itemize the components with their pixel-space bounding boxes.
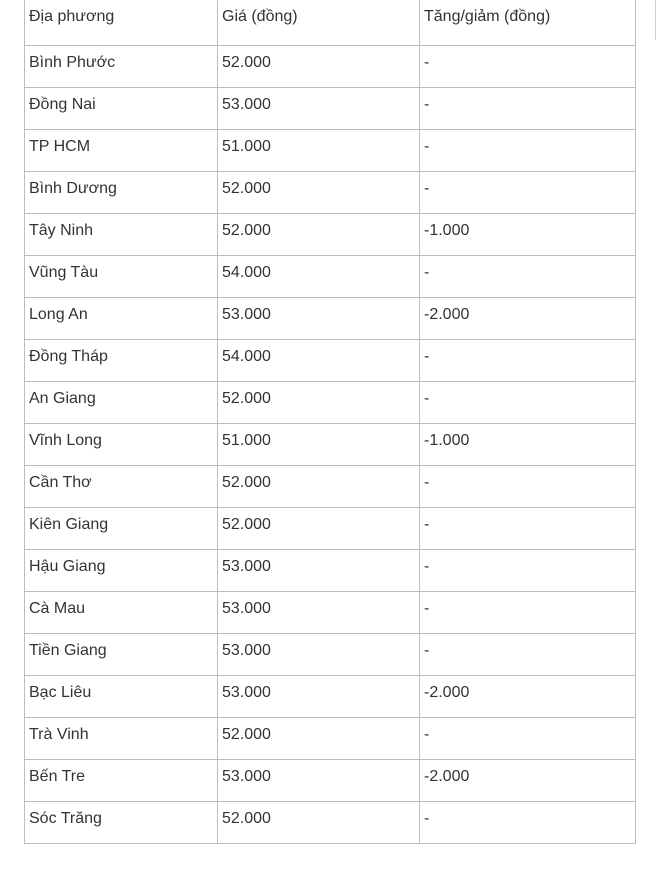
cell-region (25, 339, 218, 381)
cell-price-text: 53.000 (222, 95, 271, 113)
cell-region (25, 129, 218, 171)
cell-change (420, 591, 636, 633)
cell-price-text: 53.000 (222, 641, 271, 659)
cell-change (420, 171, 636, 213)
cell-price-text: 54.000 (222, 347, 271, 365)
cell-price (218, 465, 420, 507)
cell-price (218, 591, 420, 633)
cell-region-text: Cà Mau (29, 599, 86, 617)
table-row (25, 717, 636, 759)
cell-change (420, 255, 636, 297)
cell-region (25, 381, 218, 423)
cell-price (218, 549, 420, 591)
cell-price (218, 675, 420, 717)
cell-region (25, 675, 218, 717)
cell-region (25, 717, 218, 759)
cell-price (218, 633, 420, 675)
table-row (25, 339, 636, 381)
cell-change (420, 801, 636, 843)
cell-price-text: 52.000 (222, 389, 271, 407)
cell-region-text: Long An (29, 305, 88, 323)
cell-change-text: -1.000 (424, 431, 470, 449)
table-row (25, 507, 636, 549)
cell-price-text: 53.000 (222, 599, 271, 617)
table-row (25, 801, 636, 843)
cell-change-text: - (424, 137, 430, 155)
cell-price (218, 255, 420, 297)
cell-change (420, 213, 636, 255)
table-row (25, 255, 636, 297)
cell-price-text: 53.000 (222, 305, 271, 323)
cell-change-text: - (424, 641, 430, 659)
cell-price-text: 53.000 (222, 683, 271, 701)
cell-region-text: An Giang (29, 389, 96, 407)
cell-region (25, 87, 218, 129)
cell-region-text: Bến Tre (29, 767, 86, 785)
cell-price-text: 51.000 (222, 137, 271, 155)
cell-change-text: - (424, 557, 430, 575)
cell-change (420, 297, 636, 339)
table-row (25, 675, 636, 717)
cell-price-text: 51.000 (222, 431, 271, 449)
cell-change-text: - (424, 347, 430, 365)
cell-price (218, 717, 420, 759)
cell-region (25, 255, 218, 297)
cell-region (25, 507, 218, 549)
cell-change (420, 423, 636, 465)
cell-price (218, 297, 420, 339)
cell-change-text: - (424, 263, 430, 281)
cell-change-text: - (424, 599, 430, 617)
cell-price (218, 339, 420, 381)
cell-price (218, 129, 420, 171)
cell-change (420, 549, 636, 591)
cell-change (420, 381, 636, 423)
cell-region (25, 45, 218, 87)
table-row (25, 423, 636, 465)
cell-region-text: Bình Dương (29, 179, 117, 197)
header-row (25, 0, 636, 45)
table-row (25, 171, 636, 213)
cell-price-text: 53.000 (222, 557, 271, 575)
table-row (25, 591, 636, 633)
cell-change (420, 339, 636, 381)
cell-region (25, 633, 218, 675)
cell-change-text: -2.000 (424, 683, 470, 701)
header-price (218, 0, 420, 45)
cell-change (420, 87, 636, 129)
table-row (25, 87, 636, 129)
cell-change-text: - (424, 515, 430, 533)
cell-change-text: - (424, 473, 430, 491)
cell-region (25, 759, 218, 801)
table-row (25, 213, 636, 255)
table-row (25, 465, 636, 507)
cell-change (420, 507, 636, 549)
cell-region (25, 549, 218, 591)
cell-price-text: 52.000 (222, 809, 271, 827)
header-change-label: Tăng/giảm (đồng) (424, 8, 551, 25)
cell-price (218, 381, 420, 423)
cell-change (420, 633, 636, 675)
cell-region (25, 171, 218, 213)
cell-change (420, 45, 636, 87)
cell-region-text: Trà Vinh (29, 725, 89, 743)
cell-price (218, 171, 420, 213)
cell-region-text: Sóc Trăng (29, 809, 102, 827)
cell-region-text: Đồng Tháp (29, 347, 108, 365)
cell-price-text: 52.000 (222, 515, 271, 533)
table-row (25, 633, 636, 675)
header-region-label: Địa phương (29, 8, 115, 25)
cell-region (25, 465, 218, 507)
header-price-label: Giá (đồng) (222, 8, 298, 25)
cell-region (25, 423, 218, 465)
table-row (25, 297, 636, 339)
cell-change-text: -1.000 (424, 221, 470, 239)
table-body (25, 45, 636, 843)
cell-region-text: Kiên Giang (29, 515, 109, 533)
cell-price-text: 52.000 (222, 53, 271, 71)
cell-price-text: 53.000 (222, 767, 271, 785)
cell-change (420, 759, 636, 801)
cell-price (218, 801, 420, 843)
cell-price-text: 52.000 (222, 725, 271, 743)
cell-price (218, 759, 420, 801)
cell-change-text: - (424, 725, 430, 743)
cell-price (218, 213, 420, 255)
header-region (25, 0, 218, 45)
cell-change-text: - (424, 95, 430, 113)
cell-region-text: Hậu Giang (29, 557, 106, 575)
table-row (25, 381, 636, 423)
table-header (25, 0, 636, 45)
cell-change-text: - (424, 389, 430, 407)
cell-region-text: Cần Thơ (29, 473, 92, 491)
cell-change (420, 717, 636, 759)
cell-change-text: -2.000 (424, 767, 470, 785)
table-row (25, 549, 636, 591)
cell-price-text: 52.000 (222, 179, 271, 197)
cell-change (420, 465, 636, 507)
table-row (25, 129, 636, 171)
cell-change-text: - (424, 179, 430, 197)
cell-region-text: Bình Phước (29, 53, 116, 71)
cell-region-text: TP HCM (29, 137, 91, 155)
header-change (420, 0, 636, 45)
table-row (25, 759, 636, 801)
cell-region (25, 591, 218, 633)
cell-price (218, 45, 420, 87)
cell-price (218, 87, 420, 129)
cell-change-text: -2.000 (424, 305, 470, 323)
cell-change-text: - (424, 53, 430, 71)
cell-region-text: Vĩnh Long (29, 431, 102, 449)
cell-price-text: 52.000 (222, 221, 271, 239)
cell-price (218, 423, 420, 465)
cell-price-text: 52.000 (222, 473, 271, 491)
cell-change (420, 675, 636, 717)
cell-region-text: Tiền Giang (29, 641, 107, 659)
cell-region (25, 213, 218, 255)
page-edge-line (655, 0, 656, 40)
table-row (25, 45, 636, 87)
cell-region-text: Bạc Liêu (29, 683, 92, 701)
cell-region-text: Đồng Nai (29, 95, 96, 113)
price-table (24, 0, 636, 844)
cell-region (25, 297, 218, 339)
cell-region-text: Tây Ninh (29, 221, 94, 239)
cell-change-text: - (424, 809, 430, 827)
cell-region-text: Vũng Tàu (29, 263, 99, 281)
cell-region (25, 801, 218, 843)
cell-price-text: 54.000 (222, 263, 271, 281)
cell-price (218, 507, 420, 549)
cell-change (420, 129, 636, 171)
